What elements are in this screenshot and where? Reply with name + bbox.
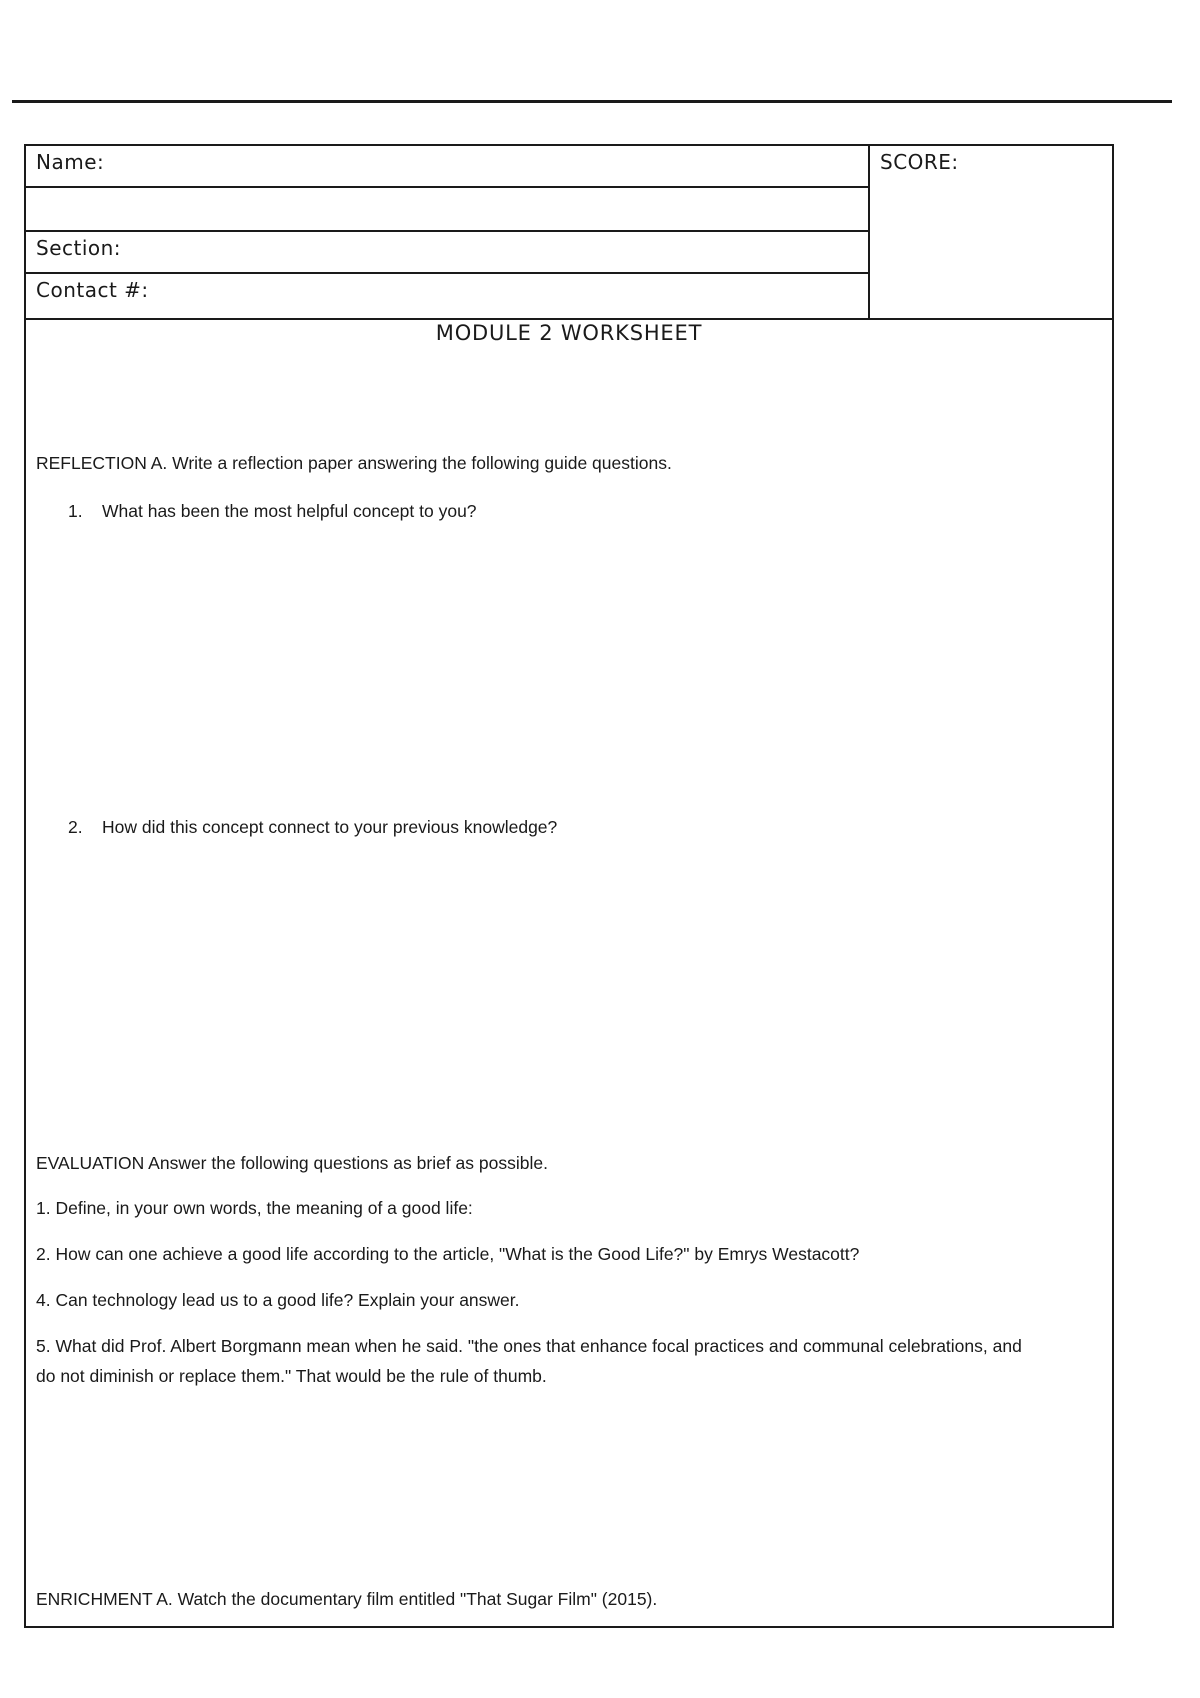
question-text: How did this concept connect to your previous knowledge? bbox=[102, 817, 558, 837]
evaluation-question: 2. How can one achieve a good life according to the article, "What is the Good Life?" by Emrys Westacott? bbox=[36, 1244, 860, 1264]
enrichment-heading: ENRICHMENT A. Watch the documentary film entitled "That Sugar Film" (2015). bbox=[36, 1589, 658, 1609]
reflection-question bbox=[68, 812, 557, 842]
section-row[interactable] bbox=[26, 232, 868, 274]
student-info-fields bbox=[26, 146, 870, 318]
reflection-heading: REFLECTION A. Write a reflection paper answering the following guide questions. bbox=[36, 453, 672, 473]
student-info-table bbox=[26, 146, 1112, 320]
worksheet-title: MODULE 2 WORKSHEET bbox=[435, 321, 703, 345]
reflection-question bbox=[68, 496, 477, 526]
evaluation-question: 4. Can technology lead us to a good life? Explain your answer. bbox=[36, 1290, 520, 1310]
question-text: What has been the most helpful concept to you? bbox=[102, 501, 477, 521]
contact-label: Contact #: bbox=[36, 278, 149, 302]
evaluation-heading: EVALUATION Answer the following questions as brief as possible. bbox=[36, 1153, 548, 1173]
section-label: Section: bbox=[36, 236, 122, 260]
contact-row[interactable] bbox=[26, 274, 868, 318]
evaluation-question: 5. What did Prof. Albert Borgmann mean when he said. "the ones that enhance focal practices and communal celebrations, and do not diminish or replace them." That would be the rule of thumb. bbox=[36, 1336, 1022, 1386]
name-row[interactable] bbox=[26, 146, 868, 188]
header-rule bbox=[12, 100, 1172, 103]
name-label: Name: bbox=[36, 150, 105, 174]
question-number: 2. bbox=[68, 817, 83, 837]
score-label: SCORE: bbox=[880, 150, 959, 174]
question-number: 1. bbox=[68, 501, 83, 521]
evaluation-question: 1. Define, in your own words, the meaning of a good life: bbox=[36, 1198, 473, 1218]
worksheet-frame bbox=[24, 144, 1114, 1628]
name-blank-row[interactable] bbox=[26, 188, 868, 232]
